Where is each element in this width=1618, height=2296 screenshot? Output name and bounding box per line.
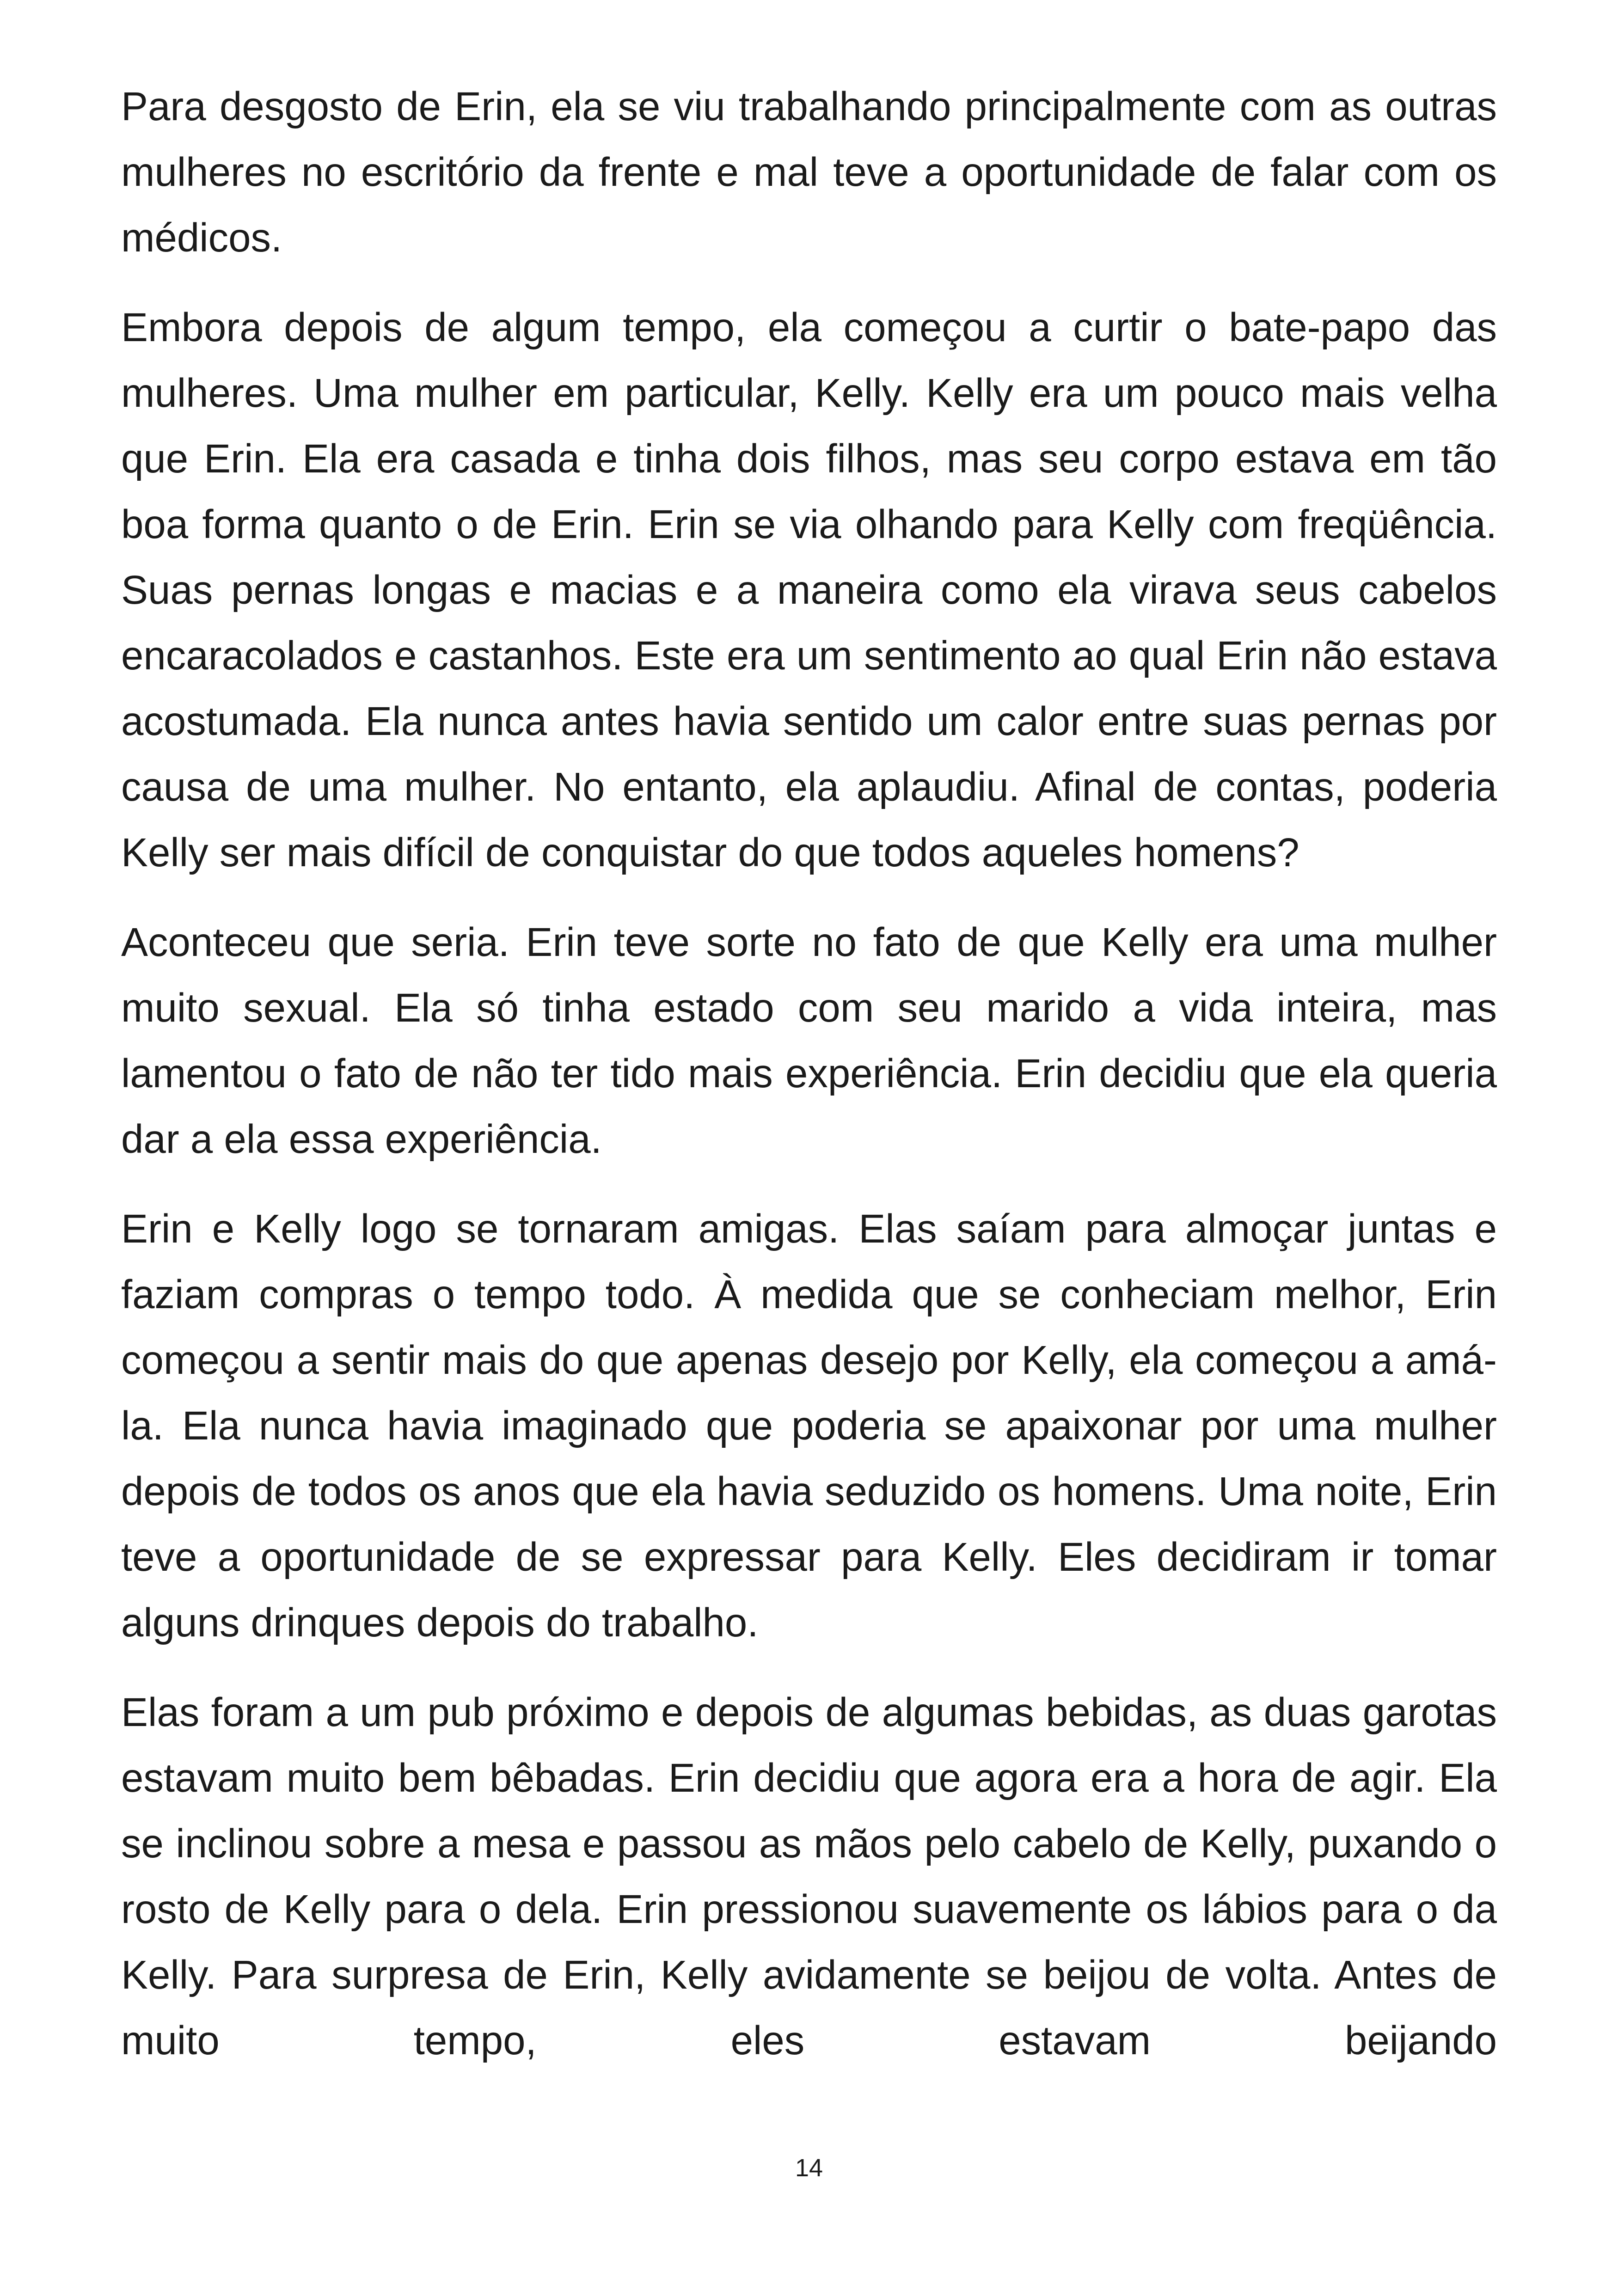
paragraph-4: Erin e Kelly logo se tornaram amigas. Elas saíam para almoçar juntas e faziam compras o tempo todo. À medida que se conheciam melhor, Erin começou a sentir mais do que apenas desejo por Kelly, ela começou a amá-la. Ela nunca havia imaginado que poderia se apaixonar por uma mulher depois de todos os anos que ela havia seduzido os homens. Uma noite, Erin teve a oportunidade de se expressar para Kelly. Eles decidiram ir tomar alguns drinques depois do trabalho. bbox=[121, 1206, 1497, 1645]
page-number: 14 bbox=[795, 2154, 823, 2182]
paragraph-1: Para desgosto de Erin, ela se viu trabalhando principalmente com as outras mulheres no escritório da frente e mal teve a oportunidade de falar com os médicos. bbox=[121, 84, 1497, 260]
paragraph-5: Elas foram a um pub próximo e depois de algumas bebidas, as duas garotas estavam muito bem bêbadas. Erin decidiu que agora era a hora de agir. Ela se inclinou sobre a mesa e passou as mãos pelo cabelo de Kelly, puxando o rosto de Kelly para o dela. Erin pressionou suavemente os lábios para o da Kelly. Para surpresa de Erin, Kelly avidamente se beijou de volta. Antes de muito tempo, eles estavam beijando bbox=[121, 1690, 1497, 2063]
text-body bbox=[121, 74, 1497, 2098]
paragraph-3: Aconteceu que seria. Erin teve sorte no fato de que Kelly era uma mulher muito sexual. Ela só tinha estado com seu marido a vida inteira, mas lamentou o fato de não ter tido mais experiência. Erin decidiu que ela queria dar a ela essa experiência. bbox=[121, 920, 1497, 1162]
paragraph-2: Embora depois de algum tempo, ela começou a curtir o bate-papo das mulheres. Uma mulher em particular, Kelly. Kelly era um pouco mais velha que Erin. Ela era casada e tinha dois filhos, mas seu corpo estava em tão boa forma quanto o de Erin. Erin se via olhando para Kelly com freqüência. Suas pernas longas e macias e a maneira como ela virava seus cabelos encaracolados e castanhos. Este era um sentimento ao qual Erin não estava acostumada. Ela nunca antes havia sentido um calor entre suas pernas por causa de uma mulher. No entanto, ela aplaudiu. Afinal de contas, poderia Kelly ser mais difícil de conquistar do que todos aqueles homens? bbox=[121, 305, 1497, 875]
